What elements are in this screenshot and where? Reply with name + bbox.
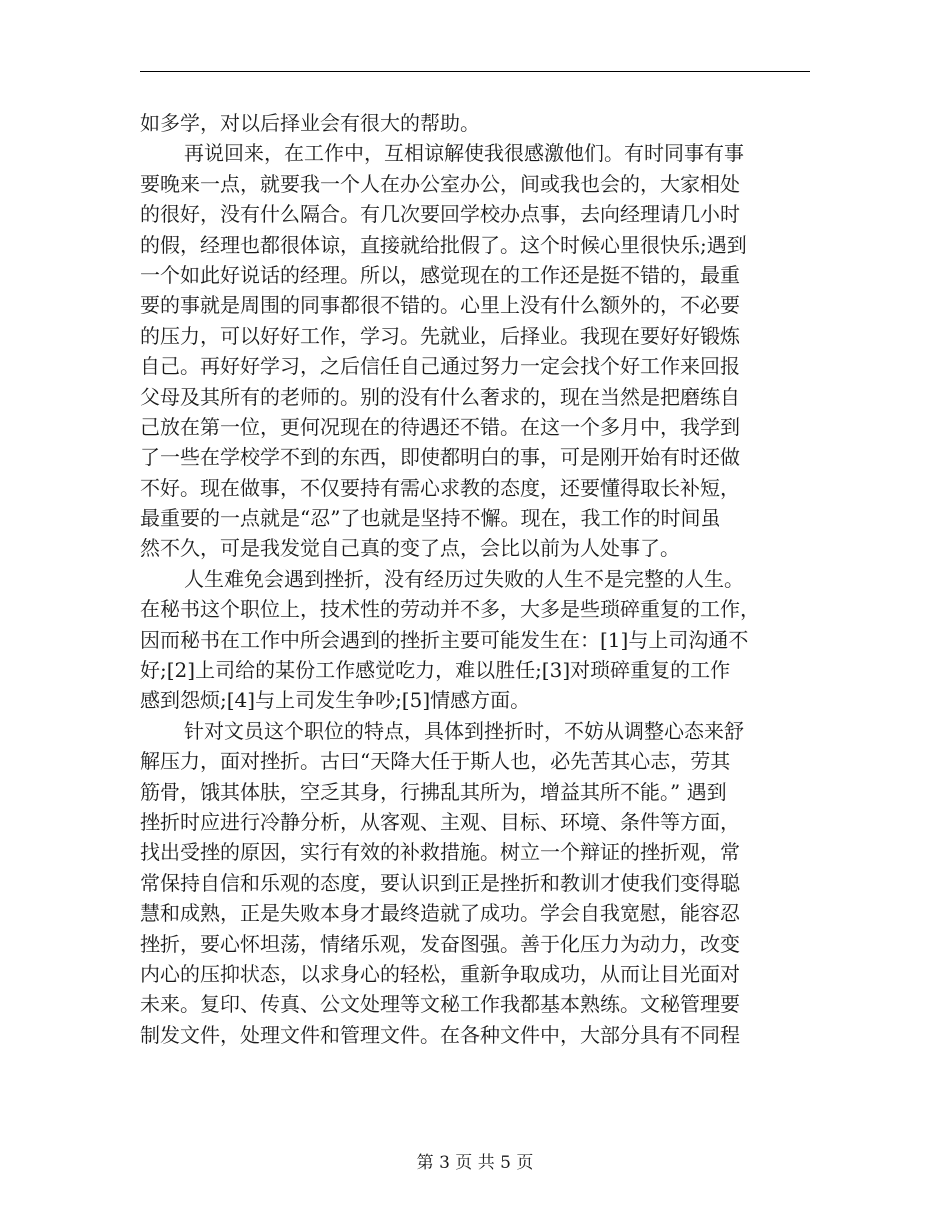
text-line: 的压力，可以好好工作，学习。先就业，后择业。我现在要好好锻炼 xyxy=(140,323,740,348)
text-line: 要的事就是周围的同事都很不错的。心里上没有什么额外的，不必要 xyxy=(140,293,740,318)
header-rule xyxy=(140,71,810,72)
text-line: 的假，经理也都很体谅，直接就给批假了。这个时候心里很快乐;遇到 xyxy=(140,232,747,257)
text-line: 最重要的一点就是“忍”了也就是坚持不懈。现在，我工作的时间虽 xyxy=(140,506,721,531)
text-line: 在秘书这个职位上，技术性的劳动并不多，大多是些琐碎重复的工作， xyxy=(140,597,760,622)
text-line: 慧和成熟，正是失败本身才最终造就了成功。学会自我宽慰，能容忍 xyxy=(140,901,740,926)
text-line: 的很好，没有什么隔合。有几次要回学校办点事，去向经理请几小时 xyxy=(140,202,740,227)
document-body xyxy=(140,108,810,1050)
text-line: 制发文件，处理文件和管理文件。在各种文件中，大部分具有不同程 xyxy=(140,1022,740,1047)
text-line: 要晚来一点，就要我一个人在办公室办公，间或我也会的，大家相处 xyxy=(140,171,740,196)
text-line: 解压力，面对挫折。古曰“天降大任于斯人也，必先苦其心志，劳其 xyxy=(140,749,731,774)
text-line: 父母及其所有的老师的。别的没有什么奢求的，现在当然是把磨练自 xyxy=(140,384,740,409)
text-line: 筋骨，饿其体肤，空乏其身，行拂乱其所为，增益其所不能。” 遇到 xyxy=(140,779,727,804)
text-line: 因而秘书在工作中所会遇到的挫折主要可能发生在：[1]与上司沟通不 xyxy=(140,627,749,652)
text-line: 内心的压抑状态，以求身心的轻松，重新争取成功，从而让目光面对 xyxy=(140,961,740,986)
text-line: 然不久，可是我发觉自己真的变了点，会比以前为人处事了。 xyxy=(140,536,680,561)
text-line: 不好。现在做事，不仅要持有需心求教的态度，还要懂得取长补短， xyxy=(140,475,740,500)
text-line: 感到怨烦;[4]与上司发生争吵;[5]情感方面。 xyxy=(140,688,531,713)
page-footer: 第 3 页 共 5 页 xyxy=(416,1153,534,1173)
text-line: 挫折，要心怀坦荡，情绪乐观，发奋图强。善于化压力为动力，改变 xyxy=(140,931,740,956)
text-line: 找出受挫的原因，实行有效的补救措施。树立一个辩证的挫折观，常 xyxy=(140,840,740,865)
text-line: 常保持自信和乐观的态度，要认识到正是挫折和教训才使我们变得聪 xyxy=(140,870,740,895)
text-line: 了一些在学校学不到的东西，即使都明白的事，可是刚开始有时还做 xyxy=(140,445,740,470)
text-line: 人生难免会遇到挫折，没有经历过失败的人生不是完整的人生。 xyxy=(184,566,744,591)
text-line: 好;[2]上司给的某份工作感觉吃力，难以胜任;[3]对琐碎重复的工作 xyxy=(140,658,731,683)
text-line: 针对文员这个职位的特点，具体到挫折时，不妨从调整心态来舒 xyxy=(184,718,744,743)
text-line: 挫折时应进行冷静分析，从客观、主观、目标、环境、条件等方面， xyxy=(140,809,740,834)
text-line: 如多学，对以后择业会有很大的帮助。 xyxy=(140,111,480,135)
text-line: 再说回来，在工作中，互相谅解使我很感激他们。有时同事有事 xyxy=(184,141,744,166)
text-line: 未来。复印、传真、公文处理等文秘工作我都基本熟练。文秘管理要 xyxy=(140,992,740,1017)
text-line: 自己。再好好学习，之后信任自己通过努力一定会找个好工作来回报 xyxy=(140,354,740,379)
text-line: 己放在第一位，更何况现在的待遇还不错。在这一个多月中，我学到 xyxy=(140,414,740,439)
text-line: 一个如此好说话的经理。所以，感觉现在的工作还是挺不错的，最重 xyxy=(140,262,740,287)
